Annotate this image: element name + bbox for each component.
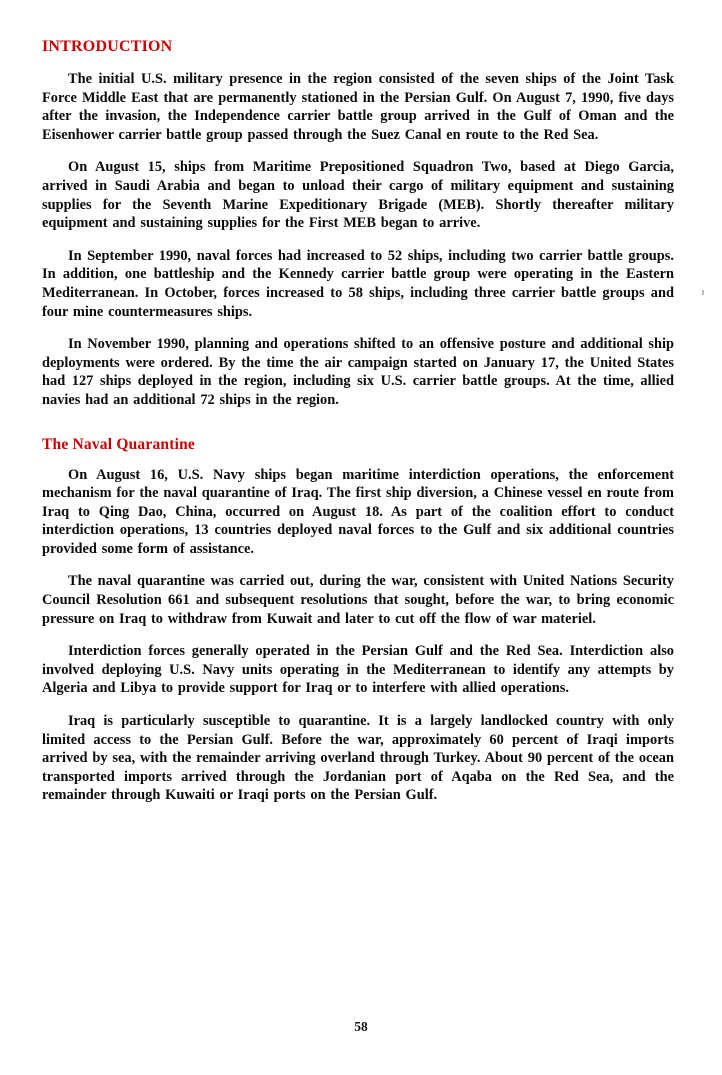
paragraph: On August 16, U.S. Navy ships began maritime interdiction operations, the enforcement mechanism for the naval quarantine of Iraq. The first ship diversion, a Chinese vessel en route from Iraq to Qing Dao, China, occurred on August 18. As part of the coalition effort to conduct interdiction operations, 13 countries deployed naval forces to the Gulf and six additional countries provided some form of assistance. (42, 466, 674, 557)
paragraph: In September 1990, naval forces had increased to 52 ships, including two carrier battle groups. In addition, one battleship and the Kennedy carrier battle group were operating in the Eastern Mediterranean. In October, forces increased to 58 ships, including three carrier battle groups and four mine countermeasures ships. (42, 247, 674, 320)
page-number: 58 (354, 1019, 368, 1034)
paragraph: Iraq is particularly susceptible to quarantine. It is a largely landlocked country with only limited access to the Persian Gulf. Before the war, approximately 60 percent of Iraqi imports arrived by sea, with the remainder arriving overland through Turkey. About 90 percent of the ocean transported imports arrived through the Jordanian port of Aqaba on the Red Sea, and the remainder through Kuwaiti or Iraqi ports on the Persian Gulf. (42, 713, 674, 804)
page-speck (702, 290, 704, 295)
paragraph: In November 1990, planning and operations shifted to an offensive posture and additional ship deployments were ordered. By the time the air campaign started on January 17, the United States had 127 ships deployed in the region, including six U.S. carrier battle groups. At the time, allied navies had an additional 72 ships in the region. (42, 336, 674, 408)
section-heading-introduction: INTRODUCTION (42, 38, 173, 55)
paragraph: On August 15, ships from Maritime Prepositioned Squadron Two, based at Diego Garcia, arrived in Saudi Arabia and began to unload their cargo of military equipment and sustaining supplies for the Seventh Marine Expeditionary Brigade (MEB). Shortly thereafter military equipment and sustaining supplies for the First MEB began to arrive. (42, 159, 674, 232)
paragraph: The initial U.S. military presence in the region consisted of the seven ships of the Joint Task Force Middle East that are permanently stationed in the Persian Gulf. On August 7, 1990, five days after the invasion, the Independence carrier battle group arrived in the Gulf of Oman and the Eisenhower carrier battle group passed through the Suez Canal en route to the Red Sea. (42, 71, 674, 143)
section-heading-naval-quarantine: The Naval Quarantine (42, 435, 195, 453)
paragraph: The naval quarantine was carried out, during the war, consistent with United Nations Security Council Resolution 661 and subsequent resolutions that sought, before the war, to bring economic pressure on Iraq to withdraw from Kuwait and later to cut off the flow of war materiel. (42, 573, 674, 627)
paragraph: Interdiction forces generally operated in the Persian Gulf and the Red Sea. Interdiction also involved deploying U.S. Navy units operating in the Mediterranean to identify any attempts by Algeria and Libya to provide support for Iraq or to interfere with allied operations. (42, 643, 674, 697)
